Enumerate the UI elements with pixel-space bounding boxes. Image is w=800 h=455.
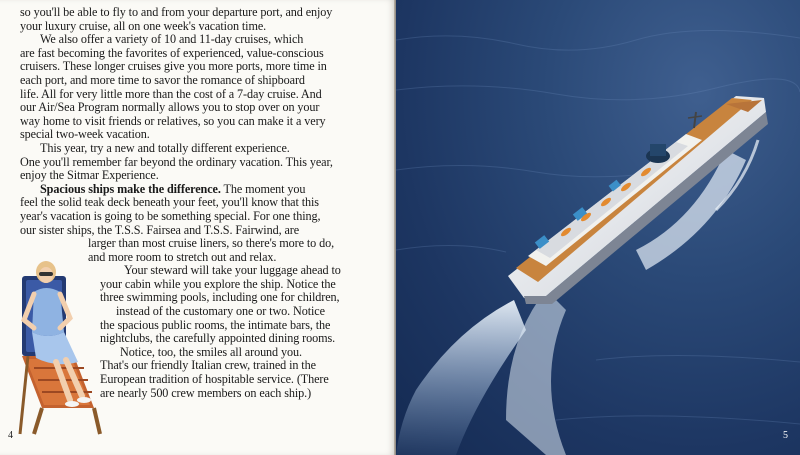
heading-continuation: The moment you: [220, 181, 306, 196]
text-line: way home to visit friends or relatives, so you can make it a very: [20, 113, 326, 128]
text-line: special two-week vacation.: [20, 127, 150, 142]
text-line: your cabin while you explore the ship. Notice the: [100, 276, 336, 291]
text-line: each port, and more time to savor the romance of shipboard: [20, 72, 305, 87]
text-line: European tradition of hospitable service. (There: [100, 372, 329, 387]
text-line: three swimming pools, including one for children,: [100, 290, 340, 305]
text-line: Your steward will take your luggage ahead to: [124, 263, 341, 278]
text-line: our sister ships, the T.S.S. Fairsea and T.S.S. Fairwind, are: [20, 222, 300, 237]
text-line: so you'll be able to fly to and from your departure port, and enjoy: [20, 5, 333, 19]
text-line: That's our friendly Italian crew, trained in the: [100, 358, 316, 373]
cruise-ship-photo: [396, 0, 800, 455]
page-number-right: 5: [783, 430, 788, 441]
text-line: are nearly 500 crew members on each ship.): [100, 385, 312, 400]
text-line: One you'll remember far beyond the ordinary vacation. This year,: [20, 154, 333, 169]
section-heading: Spacious ships make the difference.: [40, 181, 221, 196]
text-line: year's vacation is going to be something special. For one thing,: [20, 208, 321, 223]
text-line: This year, try a new and totally different experience.: [40, 140, 290, 155]
text-line: and more room to stretch out and relax.: [88, 249, 277, 264]
text-line: our Air/Sea Program normally allows you to stop over on your: [20, 100, 320, 115]
deck-chair-woman-illustration: [14, 258, 112, 438]
text-line: the spacious public rooms, the intimate bars, the: [100, 317, 331, 332]
text-line: feel the solid teak deck beneath your feet, you'll know that this: [20, 195, 319, 210]
text-line: cruisers. These longer cruises give you more ports, more time in: [20, 59, 327, 74]
right-page: [396, 0, 800, 455]
text-line: enjoy the Sitmar Experience.: [20, 168, 159, 183]
section-heading-line: [20, 183, 341, 197]
text-line: instead of the customary one or two. Notice: [116, 304, 325, 319]
text-line: We also offer a variety of 10 and 11-day cruises, which: [40, 32, 304, 47]
text-line: your luxury cruise, all on one week's vacation time.: [20, 18, 267, 33]
text-line: nightclubs, the carefully appointed dining rooms.: [100, 331, 336, 346]
text-line: are fast becoming the favorites of experienced, value-conscious: [20, 45, 324, 60]
page-number-left: 4: [8, 430, 13, 441]
text-line: Notice, too, the smiles all around you.: [120, 344, 302, 359]
text-line: life. All for very little more than the cost of a 7-day cruise. And: [20, 86, 322, 101]
text-line: larger than most cruise liners, so there's more to do,: [88, 236, 335, 251]
left-page: [0, 0, 396, 455]
